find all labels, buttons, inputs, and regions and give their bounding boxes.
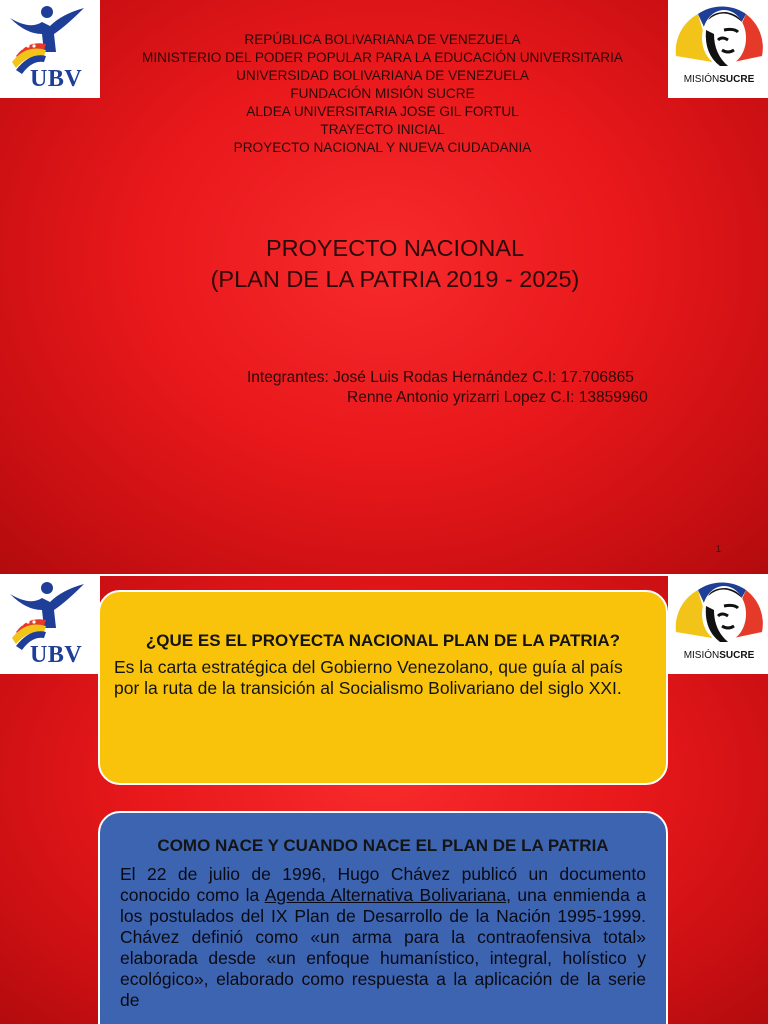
origin-card [98,811,668,1024]
slide-2 [0,576,768,1024]
slide-title [100,233,690,295]
mision-sucre-text [672,74,766,85]
ubv-logo-text: UBV [30,642,83,668]
title-line-1: PROYECTO NACIONAL [265,235,525,261]
header-line: TRAYECTO INICIAL [320,122,445,137]
page-number: 1 [716,544,722,554]
ubv-logo-text: UBV [30,66,83,92]
origin-body [120,864,646,1011]
header-line: PROYECTO NACIONAL Y NUEVA CIUDADANIA [233,140,532,155]
mision-sucre-logo [668,576,768,674]
mision-sucre-text [672,650,766,661]
origin-heading: COMO NACE Y CUANDO NACE EL PLAN DE LA PATRIA [157,836,609,855]
definition-body: Es la carta estratégica del Gobierno Venezolano, que guía al país por la ruta de la transición al Socialismo Bolivariano del siglo XXI. [114,657,623,698]
agenda-alternativa-link[interactable]: Agenda Alternativa Bolivariana [264,885,507,905]
ubv-logo [0,0,100,98]
mision-sucre-logo [668,0,768,98]
definition-heading: ¿QUE ES EL PROYECTA NACIONAL PLAN DE LA PATRIA? [145,631,621,650]
header-line: ALDEA UNIVERSITARIA JOSE GIL FORTUL [246,104,519,119]
origin-body-start: El 22 de julio de 1996, Hugo Chávez publicó un documento conocido como la [120,864,646,905]
sucre-word: SUCRE [719,74,755,85]
institution-header [110,31,655,157]
member-line-2: Renne Antonio yrizarri Lopez C.I: 13859960 [347,389,648,406]
header-line: FUNDACIÓN MISIÓN SUCRE [290,86,475,101]
header-line: UNIVERSIDAD BOLIVARIANA DE VENEZUELA [236,68,529,83]
header-line: MINISTERIO DEL PODER POPULAR PARA LA EDUCACIÓN UNIVERSITARIA [142,50,623,65]
title-line-2: (PLAN DE LA PATRIA 2019 - 2025) [210,266,580,292]
mision-word: MISIÓN [683,650,720,661]
sucre-word: SUCRE [719,650,755,661]
definition-card [98,590,668,785]
ubv-logo [0,576,100,674]
origin-body-rest: , una enmienda a los postulados del IX Plan de Desarrollo de la Nación 1995-1999. Chávez definió como «un arma para la contraofensiva total» elaborada desde «un enfoque humanístico, integral, holístico y ecológico», elaborado como respuesta a la aplicación de la serie de [120,885,646,1010]
member-line-1: Integrantes: José Luis Rodas Hernández C.I: 17.706865 [247,369,634,386]
mision-word: MISIÓN [683,74,720,85]
header-line: REPÚBLICA BOLIVARIANA DE VENEZUELA [244,32,521,47]
team-members [247,368,648,408]
